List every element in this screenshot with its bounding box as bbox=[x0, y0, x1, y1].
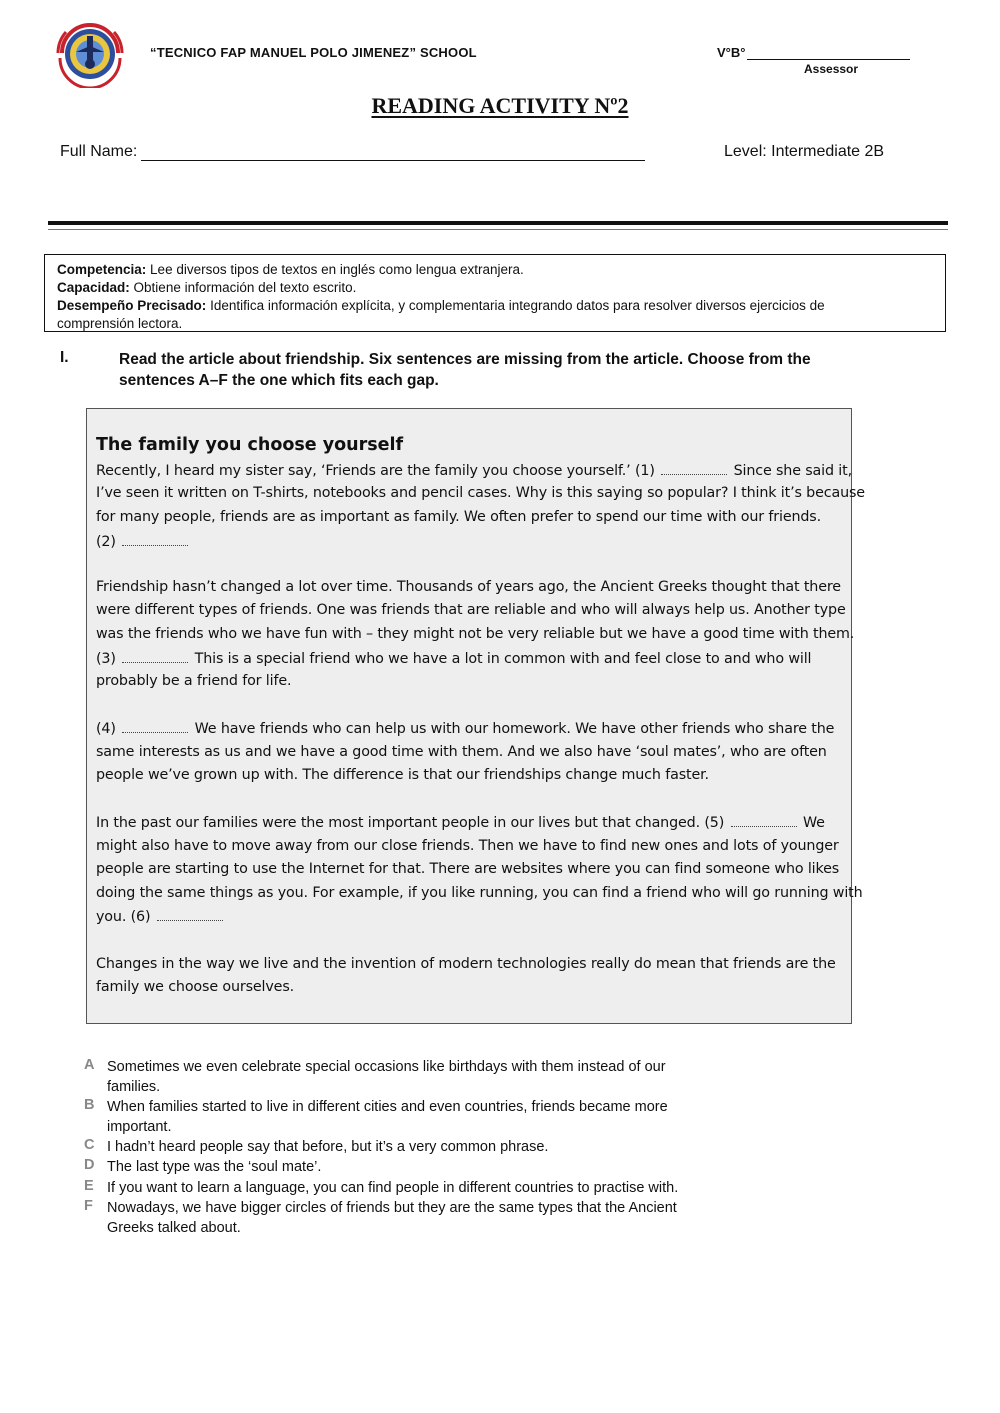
option-text: Sometimes we even celebrate special occasions like birthdays with them instead of our families. bbox=[107, 1059, 666, 1095]
article-line: In the past our families were the most important people in our lives but that changed. (5) We bbox=[96, 815, 825, 831]
option-text: The last type was the ‘soul mate’. bbox=[107, 1159, 322, 1175]
option-letter: D bbox=[84, 1157, 95, 1173]
section-instruction: Read the article about friendship. Six sentences are missing from the article. Choose from the sentences A–F the one which fits each gap. bbox=[119, 351, 811, 389]
article-line: people we’ve grown up with. The difference is that our friendships change much faster. bbox=[96, 767, 709, 783]
gap-3[interactable] bbox=[122, 650, 188, 663]
competencia-row: Competencia: Lee diversos tipos de textos en inglés como lengua extranjera. bbox=[57, 262, 524, 277]
option-text: I hadn’t heard people say that before, but it’s a very common phrase. bbox=[107, 1139, 549, 1155]
article-line: probably be a friend for life. bbox=[96, 673, 292, 689]
article-line: for many people, friends are as important as family. We often prefer to spend our time with our friends. bbox=[96, 509, 821, 525]
full-name-label: Full Name: bbox=[60, 143, 138, 160]
option-letter: E bbox=[84, 1178, 94, 1194]
article-line: (3) This is a special friend who we have a lot in common with and feel close to and who will bbox=[96, 651, 812, 667]
approval-line[interactable] bbox=[747, 47, 910, 60]
gap-4[interactable] bbox=[122, 720, 188, 733]
capacidad-row: Capacidad: Obtiene información del texto escrito. bbox=[57, 280, 357, 295]
option-text: If you want to learn a language, you can find people in different countries to practise with. bbox=[107, 1180, 679, 1196]
gap-5[interactable] bbox=[731, 814, 797, 827]
level-label: Level: Intermediate 2B bbox=[724, 143, 885, 160]
article-line: family we choose ourselves. bbox=[96, 979, 295, 995]
header-divider-thin bbox=[48, 229, 948, 230]
article-line: Recently, I heard my sister say, ‘Friends are the family you choose yourself.’ (1) Since she said it, bbox=[96, 463, 852, 479]
approval-field[interactable] bbox=[717, 45, 910, 60]
article-line: doing the same things as you. For example, if you like running, you can find a friend who will go running with bbox=[96, 885, 863, 901]
gap-2[interactable] bbox=[122, 533, 188, 546]
option-letter: F bbox=[84, 1198, 93, 1214]
school-name: “TECNICO FAP MANUEL POLO JIMENEZ” SCHOOL bbox=[150, 45, 477, 60]
option-text: Nowadays, we have bigger circles of friends but they are the same types that the Ancient Greeks talked about. bbox=[107, 1200, 677, 1236]
school-logo bbox=[52, 18, 128, 88]
assessor-label: Assessor bbox=[804, 62, 859, 76]
option-text: When families started to live in different cities and even countries, friends became more important. bbox=[107, 1099, 668, 1135]
article-line: (4) We have friends who can help us with our homework. We have other friends who share the bbox=[96, 721, 835, 737]
article-line: (2) bbox=[96, 533, 190, 550]
option-letter: C bbox=[84, 1137, 95, 1153]
gap-1[interactable] bbox=[661, 462, 727, 475]
article-line: Friendship hasn’t changed a lot over time. Thousands of years ago, the Ancient Greeks thought that there bbox=[96, 579, 841, 595]
option-letter: B bbox=[84, 1097, 95, 1113]
article-line: was the friends who we have fun with – they might not be very reliable but we have a good time with them. bbox=[96, 626, 855, 642]
desempeno-row: Desempeño Precisado: Identifica información explícita, y complementaria integrando datos para resolver diversos ejercicios de bbox=[57, 298, 825, 313]
article-line: Changes in the way we live and the invention of modern technologies really do mean that friends are the bbox=[96, 956, 836, 972]
approval-label: V°B° bbox=[717, 45, 746, 60]
article-line: you. (6) bbox=[96, 908, 225, 925]
full-name-field[interactable] bbox=[60, 143, 645, 161]
article-line: might also have to move away from our close friends. Then we have to find new ones and lots of younger bbox=[96, 838, 839, 854]
option-letter: A bbox=[84, 1057, 95, 1073]
competencies-box bbox=[44, 254, 946, 332]
gap-6[interactable] bbox=[157, 908, 223, 921]
article-line: same interests as us and we have a good time with them. And we also have ‘soul mates’, who are often bbox=[96, 744, 827, 760]
article-title: The family you choose yourself bbox=[96, 435, 404, 455]
page-title: READING ACTIVITY Nº2 bbox=[371, 93, 629, 118]
header-divider-thick bbox=[48, 221, 948, 225]
article-line: I’ve seen it written on T-shirts, notebooks and pencil cases. Why is this saying so popular? I think it’s because bbox=[96, 485, 865, 501]
article-line: were different types of friends. One was friends that are reliable and who will always help us. Another type bbox=[96, 602, 846, 618]
full-name-line[interactable] bbox=[141, 146, 645, 161]
desempeno-row-cont: comprensión lectora. bbox=[57, 316, 183, 331]
section-number: I. bbox=[60, 349, 69, 366]
article-line: people are starting to use the Internet for that. There are websites where you can find someone who likes bbox=[96, 861, 840, 877]
